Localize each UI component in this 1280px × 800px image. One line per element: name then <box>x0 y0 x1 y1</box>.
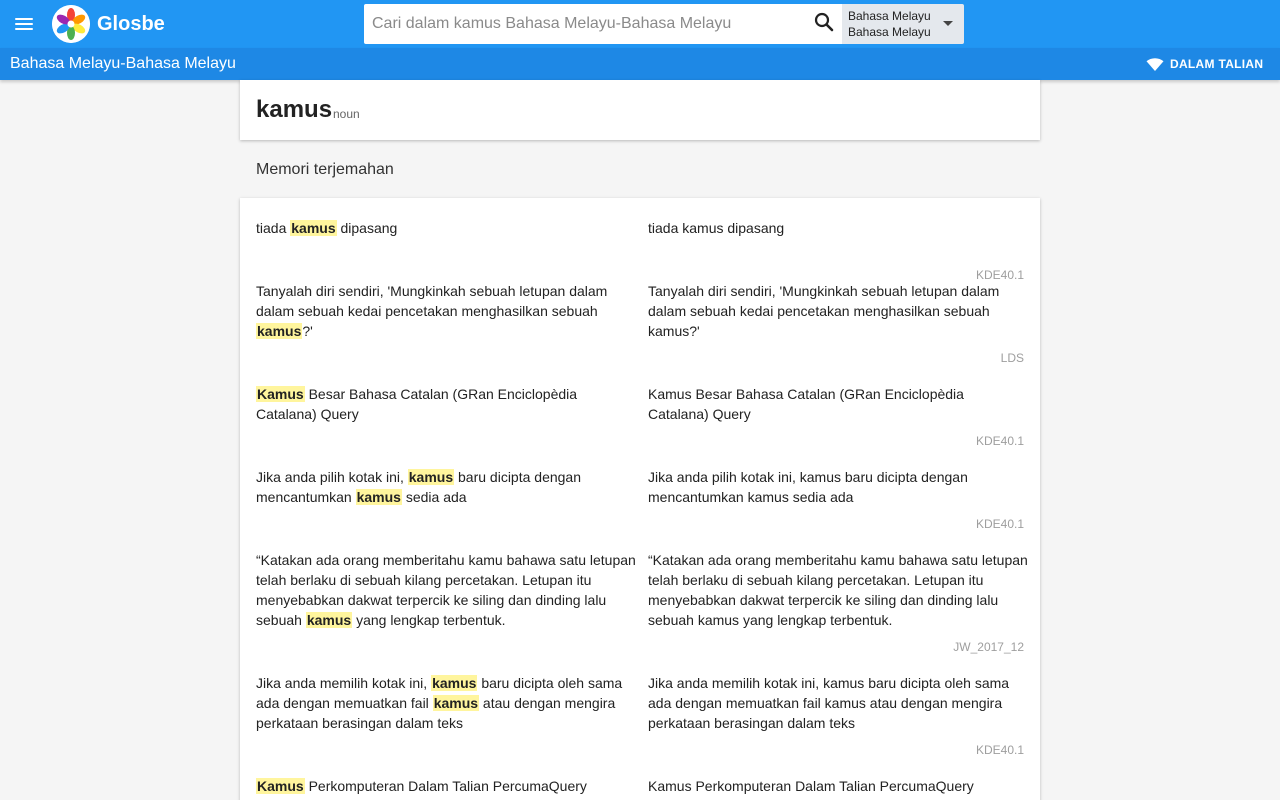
highlighted-term: kamus <box>257 323 302 339</box>
source-tag: LDS <box>1000 351 1024 365</box>
chevron-down-icon <box>943 21 953 26</box>
highlighted-term: kamus <box>408 469 454 485</box>
target-sentence: Jika anda pilih kotak ini, kamus baru dicipta dengan mencantumkan kamus sedia ada <box>648 469 968 505</box>
brand-name[interactable]: Glosbe <box>97 13 165 35</box>
source-sentence: tiada kamus dipasang <box>256 220 398 236</box>
wifi-icon <box>1146 57 1164 71</box>
highlighted-term: kamus <box>291 220 336 236</box>
source-sentence: Jika anda memilih kotak ini, kamus baru dicipta oleh sama ada dengan memuatkan fail kamus atau dengan mengira perkataan berasingan dalam teks <box>256 675 623 731</box>
lang-to: Bahasa Melayu <box>848 25 931 39</box>
part-of-speech: noun <box>333 107 360 121</box>
source-sentence: Jika anda pilih kotak ini, kamus baru dicipta dengan mencantumkan kamus sedia ada <box>256 469 581 505</box>
source-tag: KDE40.1 <box>975 517 1024 531</box>
word-card <box>240 80 1040 140</box>
search-box <box>364 4 842 44</box>
source-tag: KDE40.1 <box>975 743 1024 757</box>
highlighted-term: Kamus <box>257 386 304 402</box>
online-status-label: DALAM TALIAN <box>1170 57 1264 71</box>
lang-from: Bahasa Melayu <box>848 9 931 23</box>
headword: kamus <box>256 96 333 123</box>
source-tag: JW_2017_12 <box>953 640 1024 654</box>
glosbe-logo-icon[interactable] <box>52 5 90 43</box>
source-tag: KDE40.1 <box>975 268 1024 282</box>
search-input[interactable] <box>370 8 810 40</box>
target-sentence: Kamus Besar Bahasa Catalan (GRan Enciclopèdia Catalana) Query <box>648 386 964 422</box>
highlighted-term: Kamus <box>257 778 304 794</box>
search-icon[interactable] <box>812 10 836 34</box>
top-app-bar <box>0 0 1280 48</box>
source-sentence: “Katakan ada orang memberitahu kamu bahawa satu letupan telah berlaku di sebuah kilang percetakan. Letupan itu menyebabkan dakwat terpercik ke siling dan dinding lalu sebuah kamus yang lengkap terbentuk. <box>256 552 636 628</box>
highlighted-term: kamus <box>306 612 352 628</box>
section-title: Memori terjemahan <box>256 161 394 178</box>
source-tag: KDE40.1 <box>975 434 1024 448</box>
highlighted-term: kamus <box>356 489 401 505</box>
target-sentence: “Katakan ada orang memberitahu kamu bahawa satu letupan telah berlaku di sebuah kilang percetakan. Letupan itu menyebabkan dakwat terpercik ke siling dan dinding lalu sebuah kamus yang lengkap terbentuk. <box>648 552 1028 628</box>
highlighted-term: kamus <box>432 675 477 691</box>
sub-header <box>0 48 1280 80</box>
source-sentence: Kamus Perkomputeran Dalam Talian PercumaQuery <box>257 778 587 794</box>
source-sentence: Tanyalah diri sendiri, 'Mungkinkah sebuah letupan dalam dalam sebuah kedai pencetakan menghasilkan sebuah kamus?' <box>256 283 608 339</box>
language-pair-select[interactable] <box>842 4 964 44</box>
menu-icon[interactable] <box>12 12 36 36</box>
translation-memory-list <box>240 198 1040 800</box>
target-sentence: Kamus Perkomputeran Dalam Talian PercumaQuery <box>648 778 974 794</box>
language-pair-title[interactable]: Bahasa Melayu-Bahasa Melayu <box>10 55 236 72</box>
source-sentence: Kamus Besar Bahasa Catalan (GRan Enciclopèdia Catalana) Query <box>256 386 578 422</box>
highlighted-term: kamus <box>433 695 479 711</box>
target-sentence: Tanyalah diri sendiri, 'Mungkinkah sebuah letupan dalam dalam sebuah kedai pencetakan menghasilkan sebuah kamus?' <box>648 283 1000 339</box>
target-sentence: tiada kamus dipasang <box>648 220 785 236</box>
target-sentence: Jika anda memilih kotak ini, kamus baru dicipta oleh sama ada dengan memuatkan fail kamus atau dengan mengira perkataan berasingan dalam teks <box>648 675 1010 731</box>
